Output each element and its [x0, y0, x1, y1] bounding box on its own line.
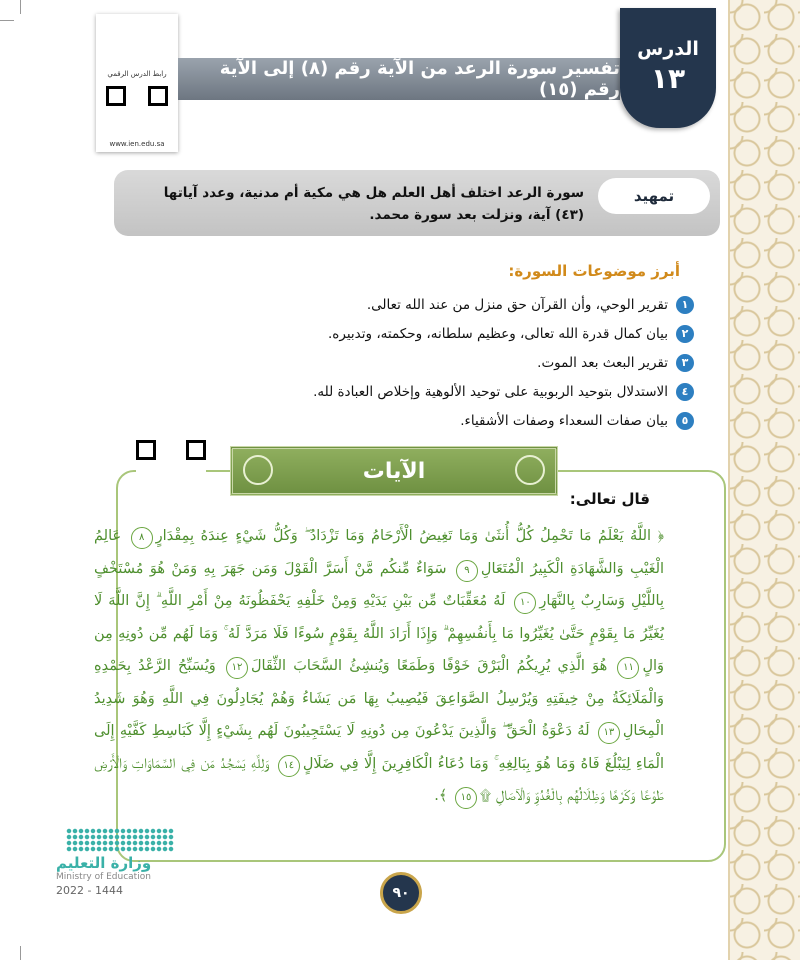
ministry-logo-icon — [66, 828, 174, 852]
ministry-name-ar: وزارة التعليم — [56, 854, 152, 872]
verse-closing: ﴾. — [434, 788, 448, 804]
verses-banner-label: الآيات — [362, 458, 426, 484]
number-badge: ٢ — [676, 325, 694, 343]
intro-tag: تمهيد — [598, 178, 710, 214]
number-badge: ١ — [676, 296, 694, 314]
verse-text: وَلِلَّهِ يَسْجُدُ مَن فِي السَّمَاوَاتِ وَالْأَرْضِ طَوْعًا وَكَرْهًا وَظِلَالُهُم بِالْغُدُوِّ وَالْآصَالِ ۩ — [94, 755, 664, 804]
verse-number: ١٠ — [514, 592, 536, 614]
ministry-logo — [56, 828, 176, 897]
verse-text: لَهُ مُعَقِّبَاتٌ مِّن بَيْنِ يَدَيْهِ وَمِنْ خَلْفِهِ يَحْفَظُونَهُ مِنْ أَمْرِ اللَّهِ ۗ إِنَّ اللَّهَ لَا يُغَيِّرُ مَا بِقَوْمٍ حَتَّىٰ يُغَيِّرُوا مَا بِأَنفُسِهِمْ ۗ وَإِذَا أَرَادَ اللَّهُ بِقَوْمٍ سُوءًا فَلَا مَرَدَّ لَهُ ۚ وَمَا لَهُم مِّن دُونِهِ مِن وَالٍ — [94, 593, 665, 674]
lesson-link-url[interactable]: www.ien.edu.sa — [109, 140, 165, 148]
topic-text: الاستدلال بتوحيد الربوبية على توحيد الألوهية وإخلاص العبادة لله. — [313, 383, 668, 400]
verse-number: ١٢ — [226, 657, 248, 679]
lesson-link-card[interactable] — [96, 14, 178, 152]
number-badge: ٣ — [676, 354, 694, 372]
ornament-icon — [515, 455, 545, 485]
verse-number: ١٥ — [455, 787, 477, 809]
qr-code-icon[interactable] — [106, 86, 168, 148]
ministry-name-en: Ministry of Education — [56, 872, 151, 882]
list-item — [94, 406, 694, 435]
topic-text: تقرير الوحي، وأن القرآن حق منزل من عند الله تعالى. — [366, 296, 668, 313]
verse-text: عَالِمُ الْغَيْبِ وَالشَّهَادَةِ الْكَبِيرُ الْمُتَعَالِ — [94, 528, 665, 577]
lesson-link-title: رابط الدرس الرقمي — [107, 70, 167, 78]
crop-mark — [20, 0, 21, 14]
crop-mark — [20, 946, 21, 960]
topics-heading: أبرز موضوعات السورة: — [508, 262, 680, 280]
verse-number: ٩ — [456, 560, 478, 582]
verse-number: ٨ — [131, 527, 153, 549]
verse-text: سَوَاءٌ مِّنكُم مَّنْ أَسَرَّ الْقَوْلَ وَمَن جَهَرَ بِهِ وَمَنْ هُوَ مُسْتَخْفٍ بِاللَّيْلِ وَسَارِبٌ بِالنَّهَارِ — [94, 560, 664, 609]
list-item — [94, 319, 694, 348]
list-item — [94, 377, 694, 406]
number-badge: ٥ — [676, 412, 694, 430]
topics-list — [94, 290, 694, 435]
list-item — [94, 290, 694, 319]
verses-qr-code-icon[interactable] — [136, 440, 206, 510]
ornament-icon — [243, 455, 273, 485]
crop-mark — [0, 20, 14, 21]
verse-number: ١٣ — [598, 722, 620, 744]
lesson-label: الدرس — [637, 38, 699, 60]
lesson-number: ١٣ — [650, 62, 686, 95]
topic-text: بيان صفات السعداء وصفات الأشقياء. — [460, 412, 668, 429]
edition-year: 2022 - 1444 — [56, 884, 123, 897]
verse-text: ﴿ اللَّهُ يَعْلَمُ مَا تَحْمِلُ كُلُّ أُنثَىٰ وَمَا تَغِيضُ الْأَرْحَامُ وَمَا تَزْدَادُ ۖ وَكُلُّ شَيْءٍ عِندَهُ بِمِقْدَارٍ — [155, 528, 665, 544]
verse-number: ١١ — [617, 657, 639, 679]
verse-text: لَهُ دَعْوَةُ الْحَقِّ ۖ وَالَّذِينَ يَدْعُونَ مِن دُونِهِ لَا يَسْتَجِيبُونَ لَهُم بِشَيْءٍ إِلَّا كَبَاسِطِ كَفَّيْهِ إِلَى الْمَاءِ لِيَبْلُغَ فَاهُ وَمَا هُوَ بِبَالِغِهِ ۚ وَمَا دُعَاءُ الْكَافِرِينَ إِلَّا فِي ضَلَالٍ — [94, 723, 664, 772]
intro-text: سورة الرعد اختلف أهل العلم هل هي مكية أم مدنية، وعدد آياتها (٤٣) آية، ونزلت بعد سورة محمد. — [163, 185, 584, 223]
verses-intro: قال تعالى: — [569, 490, 650, 508]
lesson-badge — [620, 8, 716, 128]
topic-text: بيان كمال قدرة الله تعالى، وعظيم سلطانه، وحكمته، وتدبيره. — [328, 325, 668, 342]
verse-number: ١٤ — [278, 755, 300, 777]
topic-text: تقرير البعث بعد الموت. — [537, 354, 668, 371]
page-number: ٩٠ — [380, 872, 422, 914]
quran-verses — [94, 520, 664, 813]
lesson-title: تفسير سورة الرعد من الآية رقم (٨) إلى الآية رقم (١٥) — [178, 58, 620, 100]
intro-box — [114, 170, 720, 236]
verse-text: وَيُسَبِّحُ الرَّعْدُ بِحَمْدِهِ وَالْمَلَائِكَةُ مِنْ خِيفَتِهِ وَيُرْسِلُ الصَّوَاعِقَ فَيُصِيبُ بِهَا مَن يَشَاءُ وَهُمْ يُجَادِلُونَ فِي اللَّهِ وَهُوَ شَدِيدُ الْمِحَالِ — [94, 658, 665, 739]
list-item — [94, 348, 694, 377]
verse-text: هُوَ الَّذِي يُرِيكُمُ الْبَرْقَ خَوْفًا وَطَمَعًا وَيُنشِئُ السَّحَابَ الثِّقَالَ — [250, 658, 608, 674]
number-badge: ٤ — [676, 383, 694, 401]
verses-banner — [230, 446, 558, 496]
decorative-border — [728, 0, 800, 960]
